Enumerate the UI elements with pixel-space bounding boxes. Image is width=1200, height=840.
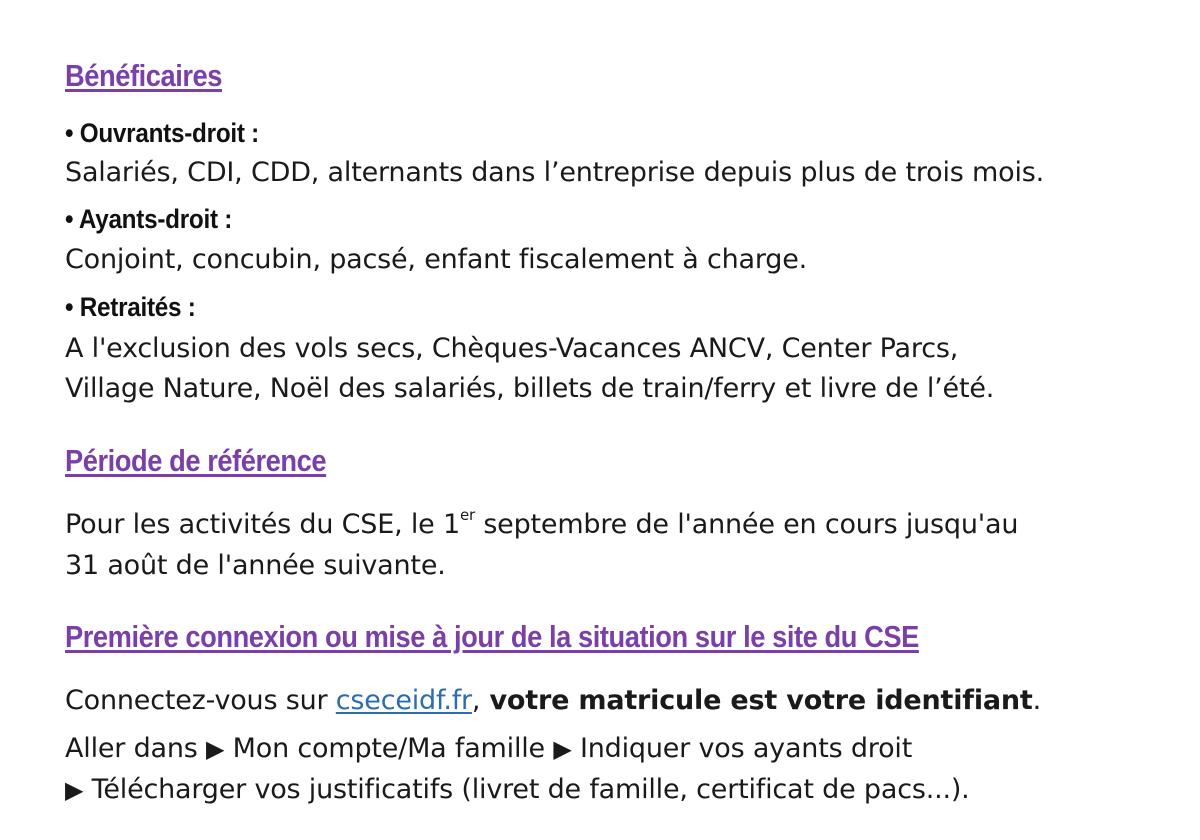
play-arrow-icon: ▶ <box>65 776 84 804</box>
connexion-heading: Première connexion ou mise à jour de la situation sur le site du CSE <box>65 619 919 654</box>
step-justificatifs: Télécharger vos justificatifs (livret de famille, certificat de pacs...). <box>83 774 970 805</box>
retraites-label-row <box>65 290 210 324</box>
connexion-text-line3 <box>65 770 970 810</box>
connexion-section <box>65 617 1035 657</box>
play-arrow-icon: ▶ <box>206 735 225 763</box>
connexion-text-line1 <box>65 681 1041 721</box>
periode-text-start: Pour les activités du CSE, le 1 <box>65 509 460 540</box>
retraites-text-line2: Village Nature, Noël des salariés, billets de train/ferry et livre de l’été. <box>65 373 995 404</box>
ayants-droit-label: • Ayants-droit : <box>65 204 233 234</box>
periode-text-end: septembre de l'année en cours jusqu'au <box>474 509 1019 540</box>
connexion-intro: Connectez-vous sur <box>65 685 336 716</box>
retraites-label: • Retraités : <box>65 292 196 322</box>
aller-dans-text: Aller dans <box>65 733 207 764</box>
periode-heading: Période de référence <box>65 443 327 478</box>
connexion-comma: , <box>471 685 481 716</box>
periode-text-line1 <box>65 505 1018 545</box>
retraites-text-line1: A l'exclusion des vols secs, Chèques-Vacances ANCV, Center Parcs, <box>65 333 959 364</box>
ayants-droit-text: Conjoint, concubin, pacsé, enfant fiscalement à charge. <box>65 244 808 275</box>
beneficiaires-section <box>65 56 243 96</box>
ayants-droit-label-row <box>65 202 251 236</box>
cse-site-link[interactable]: cseceidf.fr <box>335 685 472 716</box>
connexion-text-line2 <box>65 729 912 769</box>
periode-text-line2: 31 août de l'année suivante. <box>65 550 446 581</box>
periode-section <box>65 441 362 481</box>
connexion-period: . <box>1032 685 1042 716</box>
play-arrow-icon: ▶ <box>553 735 572 763</box>
beneficiaires-heading: Bénéficaires <box>65 58 222 93</box>
step-ayants-droit: Indiquer vos ayants droit <box>571 733 913 764</box>
matricule-note: votre matricule est votre identifiant <box>480 685 1033 716</box>
ouvrants-droit-label-row <box>65 116 281 150</box>
step-mon-compte: Mon compte/Ma famille <box>224 733 554 764</box>
periode-superscript: er <box>459 506 475 524</box>
ouvrants-droit-text: Salariés, CDI, CDD, alternants dans l’entreprise depuis plus de trois mois. <box>65 157 1045 188</box>
ouvrants-droit-label: • Ouvrants-droit : <box>65 118 260 148</box>
